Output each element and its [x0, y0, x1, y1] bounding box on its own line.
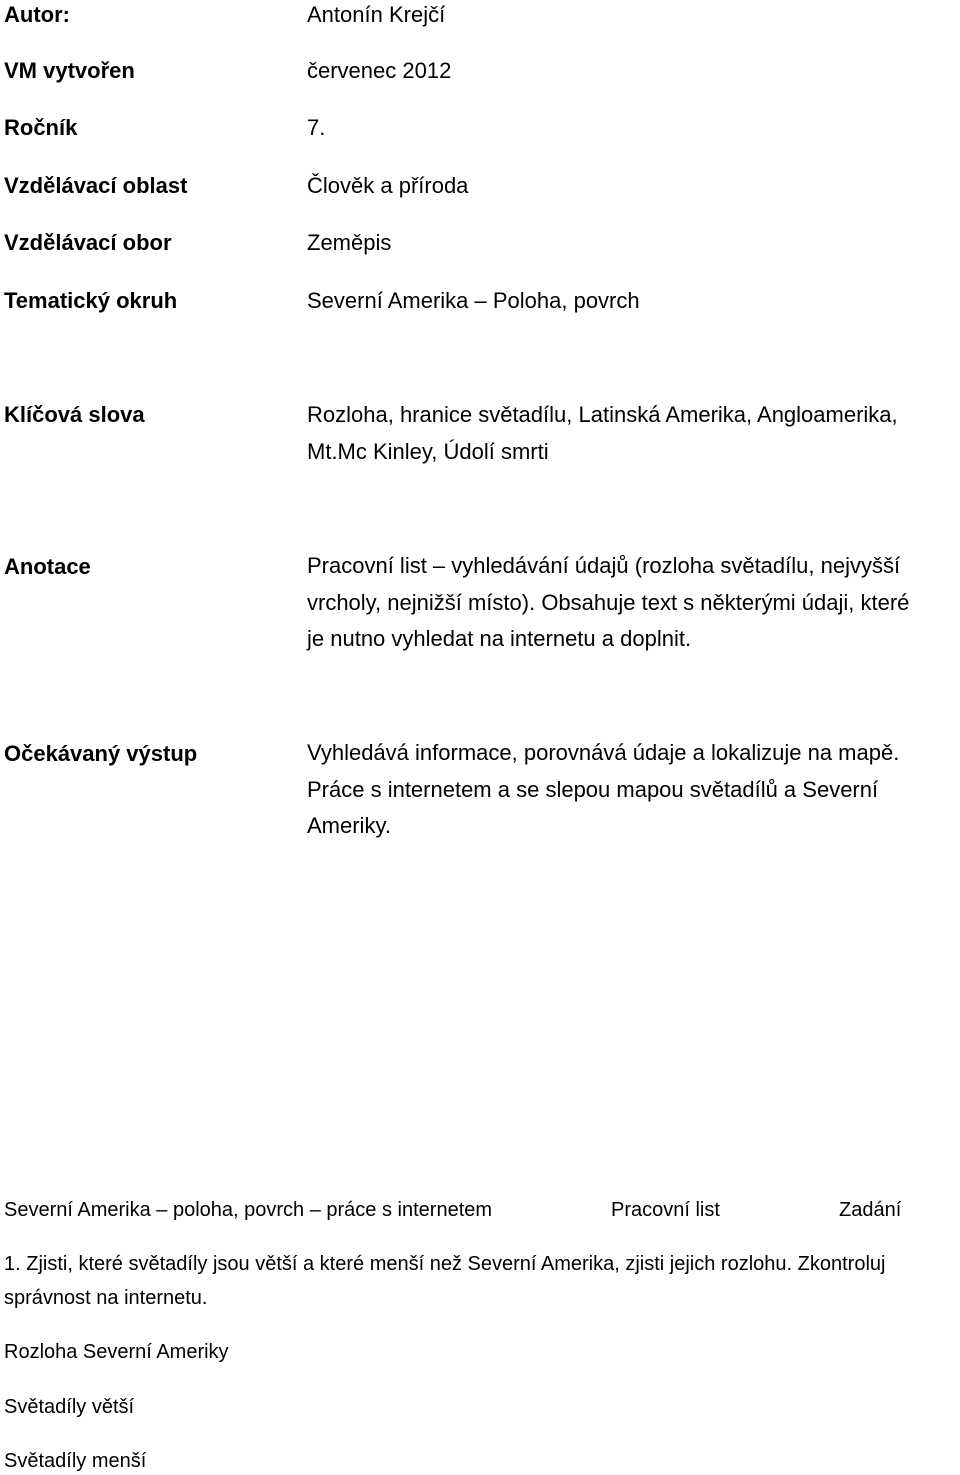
keywords-label: Klíčová slova: [4, 402, 145, 427]
outcome-line: Ameriky.: [307, 813, 391, 838]
topic-value: Severní Amerika – Poloha, povrch: [307, 288, 640, 313]
keywords-value: [307, 397, 957, 470]
outcome-line: Vyhledává informace, porovnává údaje a lokalizuje na mapě.: [307, 740, 900, 765]
author-label: Autor:: [4, 2, 70, 27]
field-label: Vzdělávací obor: [4, 230, 172, 255]
task-1: [4, 1247, 959, 1315]
task-1-line: 1. Zjisti, které světadíly jsou větší a které menší než Severní Amerika, zjisti jejich rozlohu. Zkontroluj: [4, 1253, 886, 1275]
area-answer-label: Rozloha Severní Ameriky: [4, 1341, 229, 1363]
keywords-line: Rozloha, hranice světadílu, Latinská Amerika, Angloamerika,: [307, 402, 898, 427]
smaller-continents-label: Světadíly menší: [4, 1450, 147, 1472]
annotation-line: vrcholy, nejnižší místo). Obsahuje text s některými údaji, které: [307, 589, 910, 615]
field-value: Zeměpis: [307, 230, 392, 255]
bigger-continents-label: Světadíly větší: [4, 1396, 135, 1418]
outcome-label: Očekávaný výstup: [4, 741, 198, 766]
keywords-line: Mt.Mc Kinley, Údolí smrti: [307, 438, 549, 464]
worksheet-title: Severní Amerika – poloha, povrch – práce s internetem: [4, 1199, 493, 1221]
annotation-line: Pracovní list – vyhledávání údajů (rozloha světadílu, nejvyšší: [307, 553, 901, 578]
grade-label: Ročník: [4, 115, 78, 140]
area-label: Vzdělávací oblast: [4, 173, 188, 198]
annotation-label: Anotace: [4, 554, 91, 579]
task-1-line: správnost na internetu.: [4, 1287, 208, 1309]
outcome-value: [307, 735, 957, 845]
worksheet-section: Zadání: [839, 1199, 902, 1221]
annotation-line: je nutno vyhledat na internetu a doplnit.: [307, 626, 692, 651]
topic-label: Tematický okruh: [4, 288, 178, 313]
created-label: VM vytvořen: [4, 58, 135, 83]
created-value: červenec 2012: [307, 58, 452, 83]
area-value: Člověk a příroda: [307, 173, 469, 198]
worksheet-type: Pracovní list: [611, 1199, 720, 1221]
grade-value: 7.: [307, 115, 326, 140]
outcome-line: Práce s internetem a se slepou mapou světadílů a Severní: [307, 776, 879, 802]
annotation-value: [307, 548, 957, 658]
author-value: Antonín Krejčí: [307, 2, 446, 27]
